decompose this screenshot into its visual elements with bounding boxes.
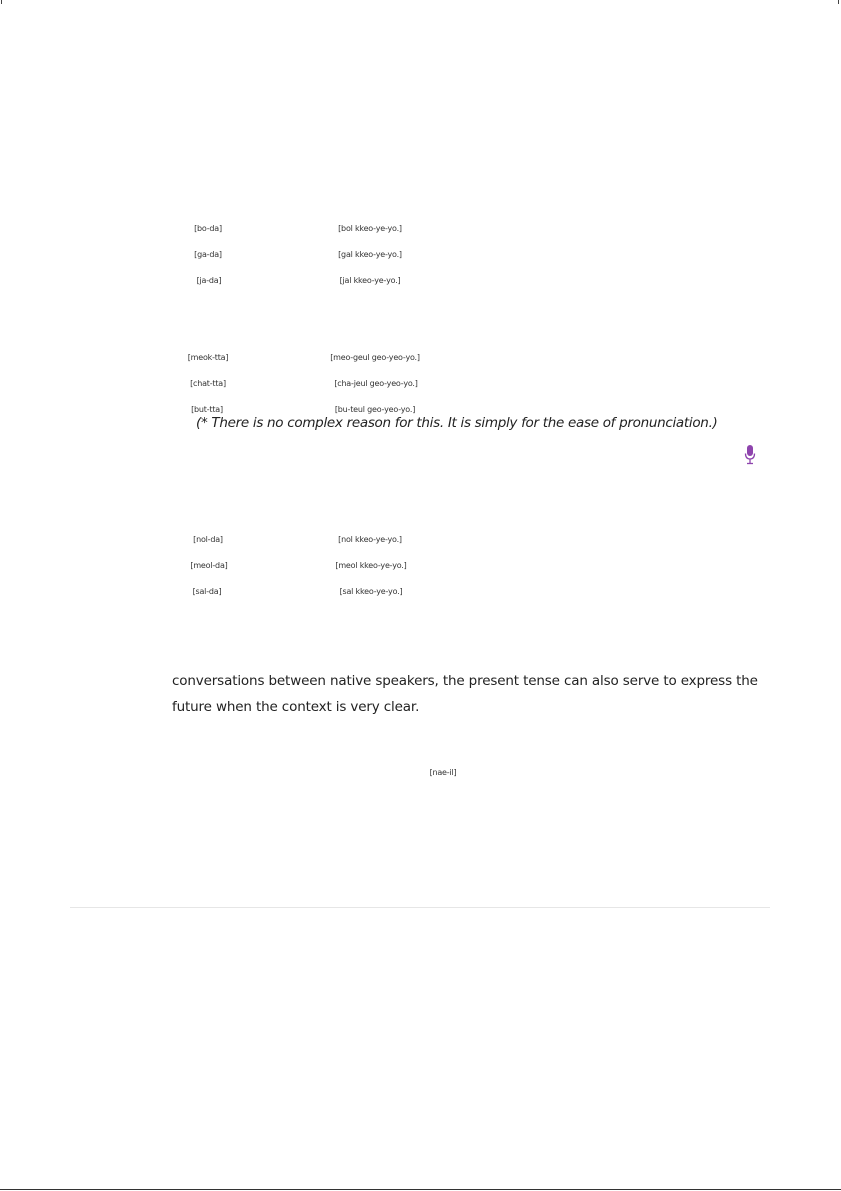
romanization-future: [bol kkeo-ye-yo.]	[338, 224, 402, 233]
romanization-base: [meok-tta]	[187, 353, 229, 362]
romanization-future: [bu-teul geo-yeo-yo.]	[334, 405, 416, 414]
romanization-future: [jal kkeo-ye-yo.]	[339, 276, 401, 285]
romanization-base: [but-tta]	[191, 405, 223, 414]
romanization-base: [nol-da]	[193, 535, 223, 544]
romanization-base: [bo-da]	[194, 224, 222, 233]
microphone-icon-svg	[743, 444, 757, 466]
page-edge-bottom	[0, 1189, 841, 1190]
romanization-base: [chat-tta]	[190, 379, 226, 388]
example-romanization: [nae-il]	[429, 768, 457, 777]
romanization-base: [meol-da]	[190, 561, 228, 570]
romanization-future: [nol kkeo-ye-yo.]	[338, 535, 402, 544]
romanization-future: [meo-geul geo-yeo-yo.]	[330, 353, 420, 362]
paragraph-line-1: conversations between native speakers, the present tense can also serve to express the	[172, 673, 758, 689]
romanization-future: [sal kkeo-ye-yo.]	[339, 587, 403, 596]
romanization-future: [cha-jeul geo-yeo-yo.]	[334, 379, 418, 388]
section-divider	[70, 907, 770, 908]
romanization-base: [ja-da]	[196, 276, 222, 285]
page-edge-left	[1, 0, 2, 4]
pronunciation-note: (* There is no complex reason for this. It is simply for the ease of pronunciation.)	[196, 415, 718, 431]
romanization-future: [gal kkeo-ye-yo.]	[338, 250, 402, 259]
microphone-icon[interactable]	[743, 444, 757, 466]
paragraph-line-2: future when the context is very clear.	[172, 699, 420, 715]
romanization-future: [meol kkeo-ye-yo.]	[335, 561, 407, 570]
page-edge-right	[838, 0, 839, 4]
romanization-base: [ga-da]	[194, 250, 222, 259]
romanization-base: [sal-da]	[192, 587, 222, 596]
